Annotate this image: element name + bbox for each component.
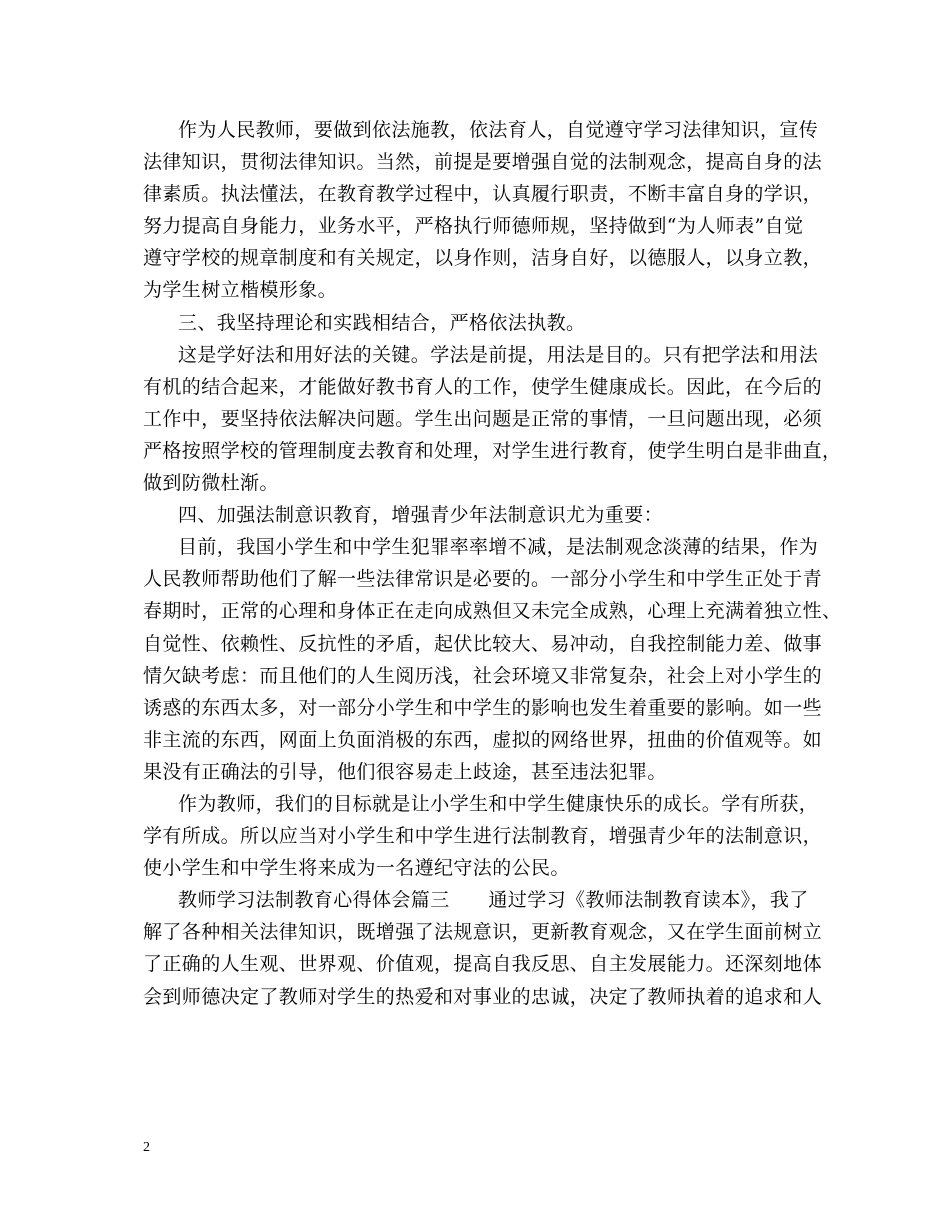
text-line: 法律知识，贯彻法律知识。当然，前提是要增强自觉的法制观念，提高自身的法 <box>143 151 823 174</box>
text-line: 做到防微杜渐。 <box>143 472 279 495</box>
text-line: 作为教师，我们的目标就是让小学生和中学生健康快乐的成长。学有所获， <box>178 792 819 815</box>
page-number: 2 <box>143 1140 150 1155</box>
text-line: 为学生树立楷模形象。 <box>143 279 338 302</box>
text-line: 工作中，要坚持依法解决问题。学生出问题是正常的事情，一旦问题出现，必须 <box>143 407 823 430</box>
text-line: 自觉性、依赖性、反抗性的矛盾，起伏比较大、易冲动，自我控制能力差、做事 <box>143 632 823 655</box>
text-line: 作为人民教师，要做到依法施教，依法育人，自觉遵守学习法律知识，宣传 <box>178 119 819 141</box>
text-line: 严格按照学校的管理制度去教育和处理，对学生进行教育，使学生明白是非曲直， <box>143 439 842 462</box>
text-line: 三、我坚持理论和实践相结合，严格依法执教。 <box>178 311 586 334</box>
text-line: 四、加强法制意识教育，增强青少年法制意识尤为重要： <box>178 504 664 527</box>
text-line: 果没有正确法的引导，他们很容易走上歧途，甚至违法犯罪。 <box>143 760 667 783</box>
body-text <box>143 114 842 1013</box>
text-line: 教师学习法制教育心得体会篇三 通过学习《教师法制教育读本》，我了 <box>178 889 809 912</box>
text-line: 诱惑的东西太多，对一部分小学生和中学生的影响也发生着重要的影响。如一些 <box>143 696 823 719</box>
text-line: 解了各种相关法律知识，既增强了法规意识，更新教育观念，又在学生面前树立 <box>143 921 823 944</box>
text-line: 遵守学校的规章制度和有关规定，以身作则，洁身自好，以德服人，以身立教， <box>143 247 823 270</box>
text-line: 使小学生和中学生将来成为一名遵纪守法的公民。 <box>143 857 570 880</box>
text-line: 努力提高自身能力，业务水平，严格执行师德师规，坚持做到“为人师表”自觉 <box>143 215 804 238</box>
text-line: 情欠缺考虑：而且他们的人生阅历浅，社会环境又非常复杂，社会上对小学生的 <box>143 664 823 687</box>
text-line: 会到师德决定了教师对学生的热爱和对事业的忠诚，决定了教师执着的追求和人 <box>143 985 823 1008</box>
text-line: 非主流的东西，网面上负面消极的东西，虚拟的网络世界，扭曲的价值观等。如 <box>143 728 823 751</box>
text-line: 春期时，正常的心理和身体正在走向成熟但又未完全成熟，心理上充满着独立性、 <box>143 600 842 623</box>
text-line: 人民教师帮助他们了解一些法律常识是必要的。一部分小学生和中学生正处于青 <box>143 568 823 591</box>
text-line: 目前，我国小学生和中学生犯罪率率增不减，是法制观念淡薄的结果，作为 <box>178 536 819 559</box>
text-line: 有机的结合起来，才能做好教书育人的工作，使学生健康成长。因此，在今后的 <box>143 375 823 398</box>
text-line: 学有所成。所以应当对小学生和中学生进行法制教育，增强青少年的法制意识， <box>143 825 823 848</box>
text-line: 了正确的人生观、世界观、价值观，提高自我反思、自主发展能力。还深刻地体 <box>143 953 823 976</box>
text-line: 律素质。执法懂法，在教育教学过程中，认真履行职责，不断丰富自身的学识， <box>143 183 823 206</box>
text-line: 这是学好法和用好法的关键。学法是前提，用法是目的。只有把学法和用法 <box>178 343 819 366</box>
